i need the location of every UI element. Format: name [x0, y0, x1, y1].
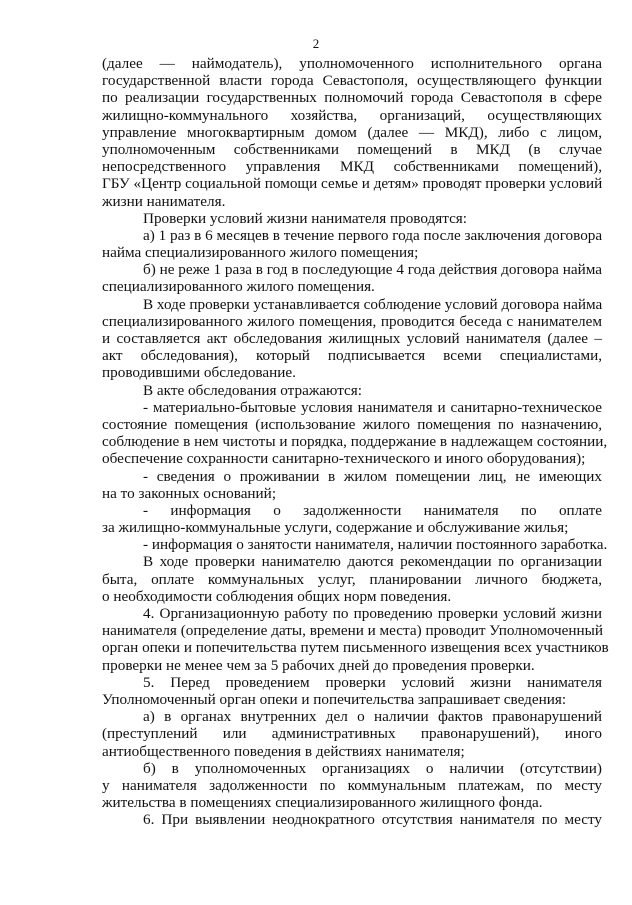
- text-line: обеспечение сохранности санитарно-технического и иного оборудования);: [102, 450, 586, 468]
- text-line: 4. Организационную работу по проведению проверки условий жизни: [143, 605, 602, 622]
- text-line: 5. Перед проведением проверки условий жизни нанимателя: [143, 673, 602, 691]
- text-line: государственной власти города Севастополя, осуществляющего функции: [102, 72, 602, 90]
- text-line: акт обследования), который подписывается всеми специалистами,: [102, 347, 602, 365]
- text-line: по реализации государственных полномочий города Севастополя в сфере: [102, 89, 602, 107]
- text-line: управление многоквартирным домом (далее — МКД), либо с лицом,: [102, 123, 602, 141]
- text-line: и составляется акт обследования жилищных условий нанимателя (далее –: [102, 330, 602, 347]
- text-line: нанимателя (определение даты, времени и места) проводит Уполномоченный: [102, 622, 603, 640]
- text-line: Проверки условий жизни нанимателя проводятся:: [143, 209, 468, 227]
- document-body: [102, 55, 609, 829]
- text-line: найма специализированного жилого помещения;: [102, 244, 419, 262]
- text-line: антиобщественного поведения в действиях нанимателя;: [102, 742, 465, 760]
- text-line: Уполномоченный орган опеки и попечительства запрашивает сведения:: [102, 690, 567, 708]
- text-line: 6. При выявлении неоднократного отсутствия нанимателя по месту: [143, 811, 602, 829]
- text-line: жилищно-коммунального хозяйства, организаций, осуществляющих: [102, 106, 602, 124]
- text-line: у нанимателя задолженности по коммунальным платежам, по месту: [102, 776, 602, 794]
- text-line: - материально-бытовые условия нанимателя и санитарно-техническое: [143, 398, 602, 416]
- text-line: орган опеки и попечительства путем письменного извещения всех участников: [102, 639, 609, 657]
- text-line: жизни нанимателя.: [102, 192, 226, 210]
- text-line: быта, оплате коммунальных услуг, планировании личного бюджета,: [102, 570, 602, 588]
- text-line: специализированного жилого помещения, проводится беседа с нанимателем: [102, 312, 602, 330]
- text-line: специализированного жилого помещения.: [102, 278, 375, 296]
- text-line: уполномоченным собственниками помещений в МКД (в случае: [102, 140, 602, 158]
- text-line: В ходе проверки нанимателю даются рекомендации по организации: [143, 553, 602, 571]
- text-line: а) 1 раз в 6 месяцев в течение первого года после заключения договора: [143, 226, 603, 244]
- text-line: а) в органах внутренних дел о наличии фактов правонарушений: [143, 708, 602, 726]
- text-line: (далее — наймодатель), уполномоченного исполнительного органа: [102, 55, 602, 72]
- text-line: проводившими обследование.: [102, 364, 296, 382]
- text-line: соблюдение в нем чистоты и порядка, поддержание в надлежащем состоянии,: [102, 433, 608, 451]
- text-line: - информация о занятости нанимателя, наличии постоянного заработка.: [143, 536, 608, 554]
- text-line: б) в уполномоченных организациях о наличии (отсутствии): [143, 759, 602, 777]
- text-line: - информация о задолженности нанимателя по оплате: [143, 501, 602, 519]
- text-line: непосредственного управления МКД собственниками помещений),: [102, 158, 602, 176]
- text-line: В ходе проверки устанавливается соблюдение условий договора найма: [143, 295, 603, 313]
- text-line: состояние помещения (использование жилого помещения по назначению,: [102, 415, 602, 433]
- text-line: о необходимости соблюдения общих норм поведения.: [102, 587, 452, 605]
- text-line: - сведения о проживании в жилом помещении лиц, не имеющих: [143, 467, 602, 485]
- text-line: ГБУ «Центр социальной помощи семье и детям» проводят проверки условий: [102, 175, 603, 193]
- text-line: (преступлений или административных правонарушений), иного: [102, 725, 602, 743]
- text-line: за жилищно-коммунальные услуги, содержание и обслуживание жилья;: [102, 519, 569, 537]
- page-number: 2: [312, 36, 320, 51]
- text-line: на то законных оснований;: [102, 484, 277, 502]
- text-line: В акте обследования отражаются:: [143, 381, 362, 399]
- text-line: жительства в помещениях специализированного жилищного фонда.: [102, 794, 543, 812]
- text-line: проверки не менее чем за 5 рабочих дней до проведения проверки.: [102, 656, 535, 674]
- text-line: б) не реже 1 раза в год в последующие 4 года действия договора найма: [143, 261, 602, 279]
